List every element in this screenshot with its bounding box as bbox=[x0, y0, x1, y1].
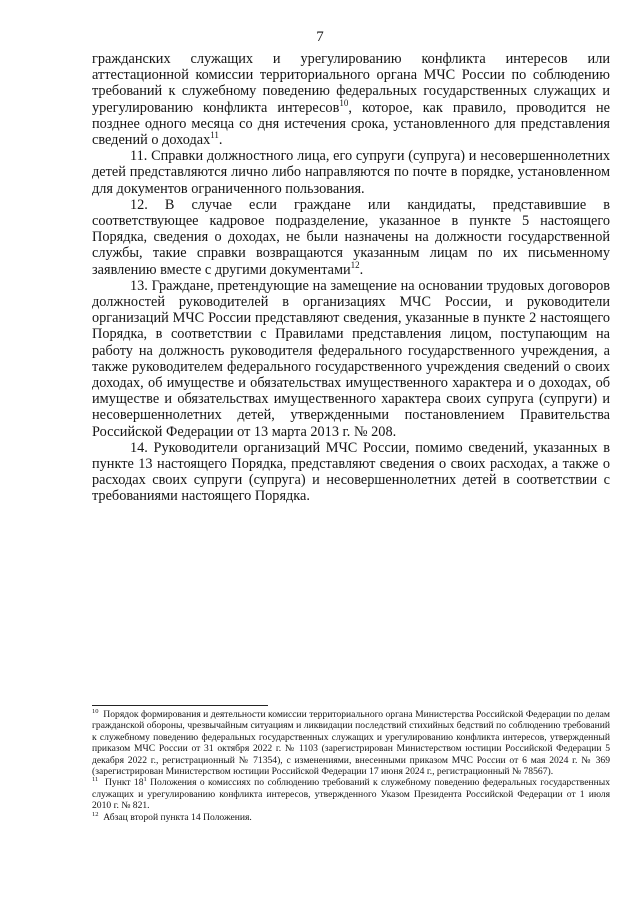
paragraph-continuation: гражданских служащих и урегулированию конфликта интересов или аттестационной комиссии территориального органа МЧС России по соблюдению требований к служебному поведению федеральных государственных служащих и урегулированию конфликта интересов$^{10}$, которое, как правило, проводится не позднее одного месяца со дня истечения срока, установленного для представления сведений о доходах$^{11}$. bbox=[92, 51, 610, 149]
footnotes bbox=[92, 709, 610, 823]
paragraph-12: 12. В случае если граждане или кандидаты, представившие в соответствующее кадровое подразделение, указанное в пункте 5 настоящего Порядка, сведения о доходах, не были назначены на должности государственной службы, такие справки возвращаются указанным лицам по их письменному заявлению вместе с другими документами$^{12}$. bbox=[92, 196, 610, 278]
footnote-ref-11: 11 bbox=[210, 130, 219, 141]
paragraph-13: 13. Граждане, претендующие на замещение на основании трудовых договоров должностей руководителей в организациях МЧС России, и руководители организаций МЧС России представляют сведения, указанные в пункте 2 настоящего Порядка, в соответствии с Правилами представления лицом, поступающим на работу на должность руководителя федерального государственного учреждения, а также руководителем федерального государственного учреждения сведений о своих доходах, об имуществе и обязательствах имущественного характера и о доходах, об имуществе и обязательствах имущественного характера своих супруга (супруги) и несовершеннолетних детей, утвержденными постановлением Правительства Российской Федерации от 13 марта 2013 г. № 208. bbox=[92, 277, 610, 440]
footnote-11: $^{11}$ Пункт $18^1$ Положения о комиссиях по соблюдению требований к служебному поведению федеральных государственных служащих и урегулированию конфликта интересов, утвержденного Указом Президента Российской Федерации от 1 июля 2010 г. № 821. bbox=[92, 776, 610, 812]
footnote-ref-10: 10 bbox=[339, 97, 349, 108]
page-number: 7 bbox=[316, 29, 324, 45]
footnote-12: $^{12}$ Абзац второй пункта 14 Положения. bbox=[92, 810, 252, 823]
footnote-ref-12: 12 bbox=[350, 259, 360, 270]
body-text bbox=[92, 51, 610, 505]
paragraph-14: 14. Руководители организаций МЧС России, помимо сведений, указанных в пункте 13 настоящего Порядка, представляют сведения о своих расходах, а также о расходах своих супруги (супруга) и несовершеннолетних детей в соответствии с требованиями настоящего Порядка. bbox=[92, 439, 610, 505]
footnote-10: $^{10}$ Порядок формирования и деятельности комиссии территориального органа Министерства Российской Федерации по делам гражданской обороны, чрезвычайным ситуациям и ликвидации последствий стихийных бедствий по соблюдению требований к служебному поведению федеральных государственных служащих и урегулированию конфликта интересов, утвержденный приказом МЧС России от 31 октября 2022 г. № 1103 (зарегистрирован Министерством юстиции Российской Федерации 5 декабря 2022 г., регистрационный № 71354), с изменениями, внесенными приказом МЧС России от 6 мая 2024 г. № 369 (зарегистрирован Министерством юстиции Российской Федерации 17 июня 2024 г., регистрационный № 78567). bbox=[92, 707, 610, 778]
paragraph-11: 11. Справки должностного лица, его супруги (супруга) и несовершеннолетних детей представляются лично либо направляются по почте в порядке, установленном для документов ограниченного пользования. bbox=[92, 148, 610, 197]
footnote-separator bbox=[92, 705, 268, 706]
